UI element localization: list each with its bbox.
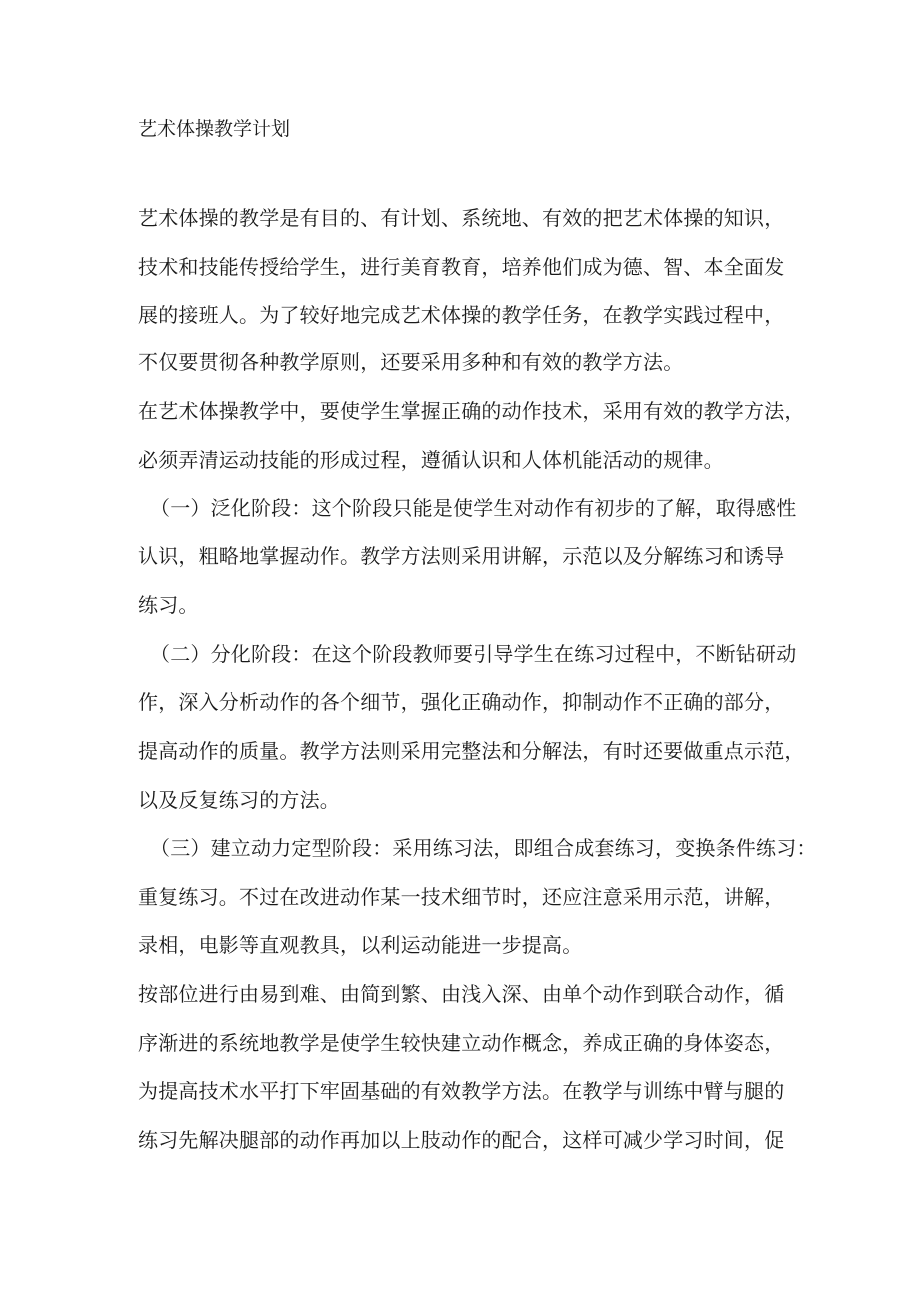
text-line-10: （二）分化阶段：在这个阶段教师要引导学生在练习过程中，不断钻研动 (150, 642, 797, 666)
text-line-1: 艺术体操的教学是有目的、有计划、系统地、有效的把艺术体操的知识， (138, 206, 785, 230)
text-line-16: 录相，电影等直观教具，以利运动能进一步提高。 (138, 933, 583, 957)
text-line-20: 练习先解决腿部的动作再加以上肢动作的配合，这样可减少学习时间，促 (138, 1128, 785, 1152)
text-line-19: 为提高技术水平打下牢固基础的有效教学方法。在教学与训练中臂与腿的 (138, 1079, 785, 1103)
text-line-5: 在艺术体操教学中，要使学生掌握正确的动作技术，采用有效的教学方法， (138, 399, 805, 423)
text-line-6: 必须弄清运动技能的形成过程，遵循认识和人体机能活动的规律。 (138, 448, 724, 472)
text-line-8: 认识，粗略地掌握动作。教学方法则采用讲解，示范以及分解练习和诱导 (138, 544, 785, 568)
text-line-17: 按部位进行由易到难、由简到繁、由浅入深、由单个动作到联合动作，循 (138, 982, 785, 1006)
text-line-4: 不仅要贯彻各种教学原则，还要采用多种和有效的教学方法。 (138, 350, 684, 374)
text-line-14: （三）建立动力定型阶段：采用练习法，即组合成套练习，变换条件练习： (150, 836, 817, 860)
text-line-11: 作，深入分析动作的各个细节，强化正确动作，抑制动作不正确的部分， (138, 690, 785, 714)
text-line-3: 展的接班人。为了较好地完成艺术体操的教学任务，在教学实践过程中， (138, 303, 785, 327)
text-line-9: 练习。 (138, 593, 199, 617)
text-line-7: （一）泛化阶段：这个阶段只能是使学生对动作有初步的了解，取得感性 (150, 496, 797, 520)
text-line-12: 提高动作的质量。教学方法则采用完整法和分解法，有时还要做重点示范， (138, 739, 805, 763)
text-line-18: 序渐进的系统地教学是使学生较快建立动作概念，养成正确的身体姿态， (138, 1031, 785, 1055)
text-line-2: 技术和技能传授给学生，进行美育教育，培养他们成为德、智、本全面发 (138, 255, 785, 279)
text-line-13: 以及反复练习的方法。 (138, 788, 340, 812)
text-line-15: 重复练习。不过在改进动作某一技术细节时，还应注意采用示范，讲解， (138, 885, 785, 909)
document-title: 艺术体操教学计划 (138, 118, 291, 140)
